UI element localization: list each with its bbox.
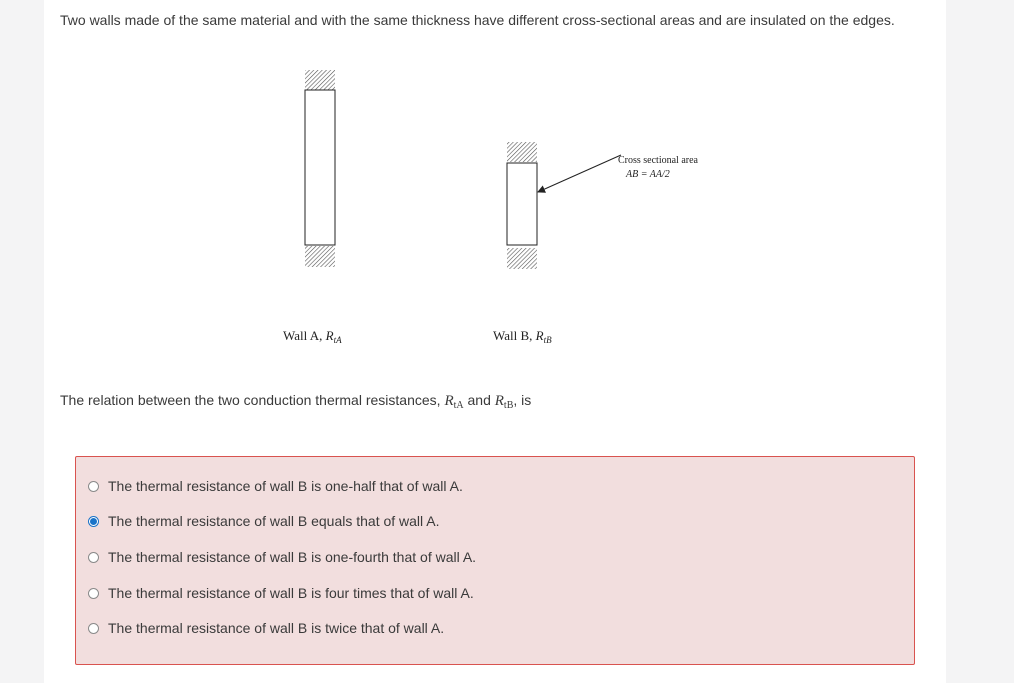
radio-button-selected[interactable] xyxy=(88,516,99,527)
relation-suffix: , is xyxy=(513,392,532,408)
answer-option-label: The thermal resistance of wall B is twice that of wall A. xyxy=(108,620,445,636)
answer-option-4[interactable] xyxy=(88,585,474,601)
wall-b-resistance-symbol: R xyxy=(535,328,544,343)
radio-button[interactable] xyxy=(88,552,99,563)
relation-joiner: and xyxy=(467,392,491,408)
wall-a-label-text: Wall A, xyxy=(283,328,323,343)
callout-formula: AB = AA/2 xyxy=(626,169,670,180)
wall-b-bottom-insulation xyxy=(507,248,537,269)
answer-option-label: The thermal resistance of wall B equals that of wall A. xyxy=(108,513,440,529)
wall-b xyxy=(507,142,537,269)
relation-ra-subscript: tA xyxy=(453,400,464,411)
radio-button[interactable] xyxy=(88,588,99,599)
wall-a-top-insulation xyxy=(305,70,335,90)
wall-b-resistance-subscript: tB xyxy=(543,335,552,345)
callout-title: Cross sectional area xyxy=(618,155,698,166)
radio-button[interactable] xyxy=(88,481,99,492)
relation-rb-symbol: R xyxy=(494,393,504,409)
wall-a-body xyxy=(305,90,335,245)
relation-rb-subscript: tB xyxy=(503,400,514,411)
answer-option-label: The thermal resistance of wall B is one-half that of wall A. xyxy=(108,478,463,494)
question-text: Two walls made of the same material and with the same thickness have different cross-sectional areas and are insulated on the edges. xyxy=(60,12,895,28)
wall-a-resistance-symbol: R xyxy=(325,328,334,343)
answer-option-5[interactable] xyxy=(88,620,444,636)
cross-section-callout xyxy=(618,154,698,182)
wall-a-bottom-insulation xyxy=(305,246,335,267)
wall-b-label xyxy=(493,328,552,345)
callout-arrow xyxy=(538,155,621,192)
wall-a xyxy=(305,70,335,267)
answer-options-panel xyxy=(75,456,915,665)
answer-option-1[interactable] xyxy=(88,478,463,494)
relation-prefix: The relation between the two conduction thermal resistances, xyxy=(60,392,441,408)
answer-option-label: The thermal resistance of wall B is one-fourth that of wall A. xyxy=(108,549,477,565)
answer-option-3[interactable] xyxy=(88,549,476,565)
wall-a-resistance-subscript: tA xyxy=(333,335,342,345)
relation-prompt xyxy=(60,392,531,411)
wall-b-top-insulation xyxy=(507,142,537,162)
radio-button[interactable] xyxy=(88,623,99,634)
relation-ra-symbol: R xyxy=(444,393,454,409)
answer-option-label: The thermal resistance of wall B is four times that of wall A. xyxy=(108,585,474,601)
wall-a-label xyxy=(283,328,342,345)
wall-b-body xyxy=(507,163,537,245)
question-card xyxy=(44,0,946,683)
answer-option-2[interactable] xyxy=(88,513,440,529)
wall-b-label-text: Wall B, xyxy=(493,328,533,343)
